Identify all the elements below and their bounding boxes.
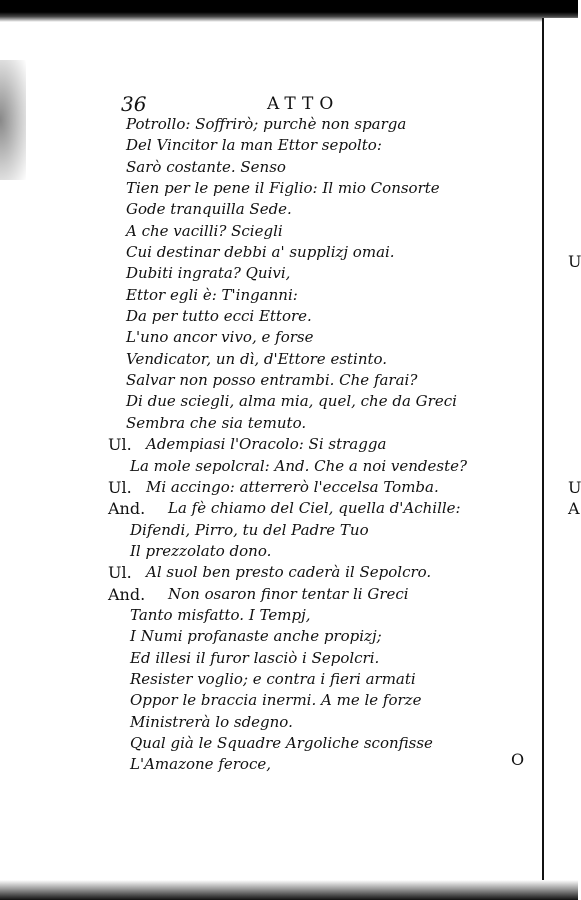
page-header [117,92,417,114]
verse-line [108,669,528,690]
verse-text: A che vacilli? Sciegli [126,221,283,240]
facing-page-edge [542,18,578,900]
verse-text: Adempiasi l'Oracolo: Si stragga [146,435,387,454]
verse-text: Resister voglio; e contra i fieri armati [130,669,416,688]
verse-text: Mi accingo: atterrerò l'eccelsa Tomba. [146,477,439,496]
verse-text: Oppor le braccia inermi. A me le forze [130,691,422,710]
verse-text: Di due sciegli, alma mia, quel, che da Greci [126,392,457,411]
verse-text: Ministrerà lo sdegno. [130,712,293,731]
speaker-label: And. [108,584,146,604]
page-bottom-edge [0,880,578,900]
speaker-label: Ul. [108,435,132,455]
verse-text: Sarò costante. Senso [126,157,286,176]
speaker-label: And. [108,499,146,519]
verse-text: Salvar non posso entrambi. Che farai? [126,371,418,390]
speaker-label: Ul. [108,477,132,497]
verse-line [108,626,528,647]
speaker-label: Ul. [108,563,132,583]
verse-line [108,648,528,669]
verse-text: Dubiti ingrata? Quivi, [126,264,291,283]
verse-line [108,157,528,178]
verse-line [108,712,528,733]
verse-text: Sembra che sia temuto. [126,413,307,432]
verse-line [108,584,528,605]
verse-line [108,306,528,327]
gutter-letter: A [568,499,580,518]
verse-text: Tanto misfatto. I Tempj, [130,605,311,624]
verse-text: Qual già le Squadre Argoliche sconfisse [130,733,433,752]
verse-text: Tien per le pene il Figlio: Il mio Consorte [126,179,440,198]
verse-line [108,456,528,477]
verse-text: Vendicator, un dì, d'Ettore estinto. [126,349,388,368]
verse-line [108,263,528,284]
verse-line [108,754,528,775]
verse-text: La fè chiamo del Ciel, quella d'Achille: [168,499,461,518]
verse-line [108,221,528,242]
verse-line [108,413,528,434]
gutter-letter: U [568,478,581,497]
verse-line [108,541,528,562]
running-head: ATTO [267,94,340,114]
verse-line [108,370,528,391]
verse-line [108,562,528,583]
verse-line [108,178,528,199]
verse-text: L'uno ancor vivo, e forse [126,328,314,347]
verse-line [108,498,528,519]
verse-text: I Numi profanaste anche propizj; [130,627,382,646]
verse-line [108,690,528,711]
verse-text: Del Vincitor la man Ettor sepolto: [126,136,382,155]
verse-text: Al suol ben presto caderà il Sepolcro. [146,563,432,582]
page-number: 36 [121,92,147,116]
verse-text: Il prezzolato dono. [130,541,272,560]
verse-line [108,327,528,348]
left-page-stain [0,60,26,180]
verse-line [108,114,528,135]
verse-line [108,285,528,306]
verse-text: Potrollo: Soffrirò; purchè non sparga [126,115,407,133]
gutter-letter: U [568,252,581,271]
verse-text: Non osaron finor tentar li Greci [168,584,409,603]
verse-line [108,605,528,626]
verse-line [108,391,528,412]
verse-text: Ettor egli è: T'inganni: [126,285,298,304]
verse-text: Da per tutto ecci Ettore. [126,307,312,326]
verse-line [108,733,528,754]
page-top-edge [0,0,578,22]
verse-line [108,349,528,370]
verse-text: Ed illesi il furor lasciò i Sepolcri. [130,648,380,667]
verse-line [108,199,528,220]
verse-line [108,242,528,263]
verse-line [108,477,528,498]
verse-line [108,135,528,156]
verse-text-block [108,114,528,776]
verse-text: Gode tranquilla Sede. [126,200,292,219]
verse-text: L'Amazone feroce, [130,755,271,774]
verse-text: Cui destinar debbi a' supplizj omai. [126,243,395,262]
gutter-letter: O [511,750,525,769]
verse-text: Difendi, Pirro, tu del Padre Tuo [130,520,369,539]
verse-line [108,520,528,541]
verse-text: La mole sepolcral: And. Che a noi vendeste? [130,456,468,475]
verse-line [108,434,528,455]
